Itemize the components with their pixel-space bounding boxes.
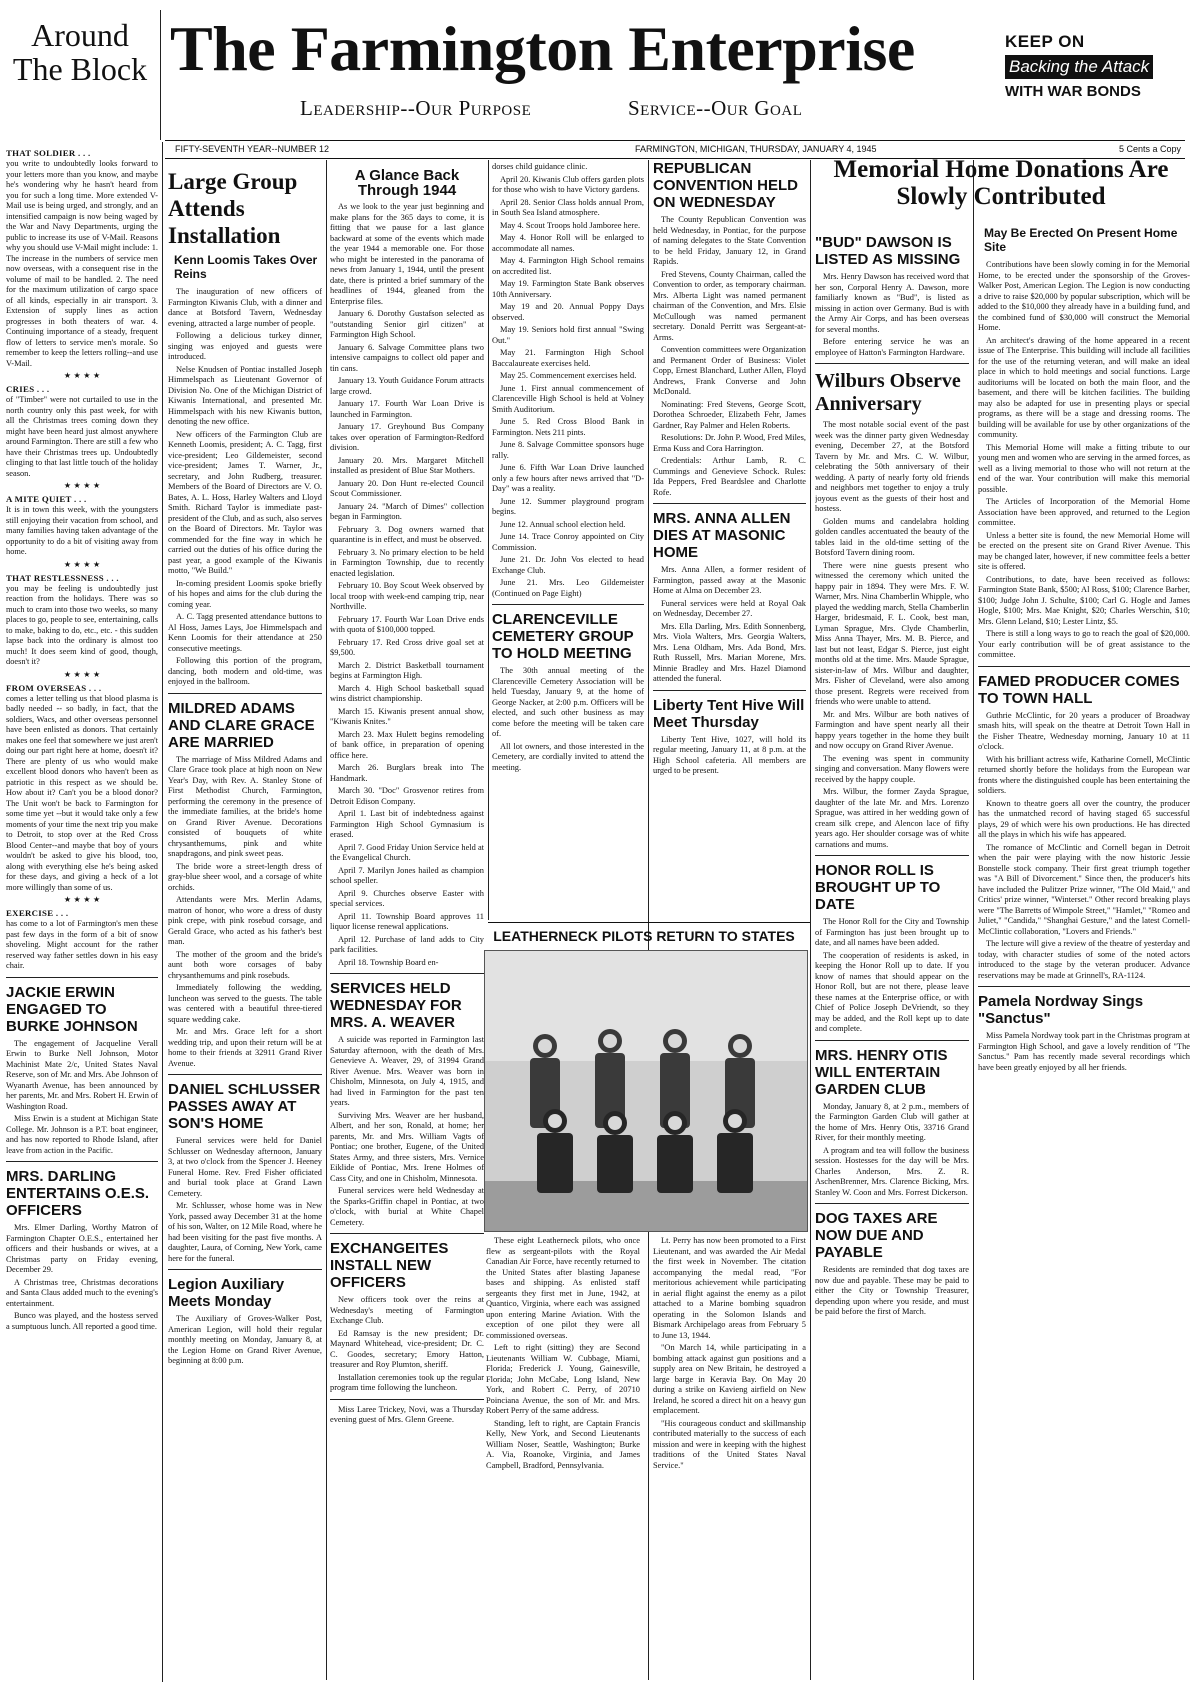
around-the-block-title (6, 18, 154, 86)
pilots-photo (484, 950, 808, 1232)
section-rule (330, 973, 484, 974)
timeline-item: February 3. No primary election to be held in Farmington Township, due to recently enacted legislation. (330, 547, 484, 578)
timeline-item: January 6. Salvage Committee plans two intensive campaigns to collect old paper and tin cans. (330, 342, 484, 373)
timeline-item: February 17. Fourth War Loan Drive ends with quota of $100,000 topped. (330, 614, 484, 634)
headline-mildred-adams: MILDRED ADAMS AND CLARE GRACE ARE MARRIED (168, 699, 315, 751)
column-6 (815, 228, 969, 1682)
around-word: Around (31, 17, 129, 53)
timeline-item: January 20. Don Hunt re-elected Council Scout Commissioner. (330, 478, 484, 498)
timeline-item: May 19. Seniors hold first annual "Swing Out." (492, 325, 644, 345)
headline-republican: REPUBLICAN CONVENTION HELD ON WEDNESDAY (653, 160, 799, 211)
article-text: Ed Ramsay is the new president; Dr. Maynard Whitehead, vice-president; Dr. C. C. Goodes, secretary; Emory Hatton, treasurer and Roy Plumton, sheriff. (330, 1328, 484, 1369)
article-text: Credentials: Arthur Lamb, R. C. Cummings and Genevieve Schock. Rules: Ida Peppers, Fred Beardslee and Charlotte Rofe. (653, 456, 806, 497)
article-text: This Memorial Home will make a fitting tribute to our young men and women who are serving in the armed forces, as well as a living memorial to those who will not return at the end of the war. Your contribution will make this memorial possible. (978, 442, 1190, 494)
block-word: The Block (12, 51, 148, 87)
timeline-item: March 26. Burglars break into The Handmark. (330, 763, 484, 783)
masthead-divider (160, 10, 161, 140)
article-text: The Articles of Incorporation of the Memorial Home Association have been approved, and returned to the Legion committee. (978, 497, 1190, 527)
section-rule (653, 690, 806, 691)
article-text: The evening was spent in community singing and conversation. Many flowers were received by the happy couple. (815, 753, 969, 784)
section-rule (6, 977, 158, 978)
timeline-item: June 5. Red Cross Blood Bank in Farmington. Nets 211 pints. (492, 417, 644, 437)
timeline-item: May 4. Honor Roll will be enlarged to accommodate all names. (492, 233, 644, 253)
timeline-item: June 21. Mrs. Leo Gildemeister (Continued on Page Eight) (492, 578, 644, 598)
timeline-item: June 21. Dr. John Vos elected to head Exchange Club. (492, 555, 644, 575)
item-text: of "Timber" were not curtailed to use in the north country only this past week, for with all the Christmas trees coming down they might have been heard just almost anywhere around Farmington. There are still a few who have their Christmas trees up. Undoubtedly clinging to that last little touch of the holiday season. (6, 395, 158, 478)
article-text: Liberty Tent Hive, 1027, will hold its regular meeting, January 11, at 8 p.m. at the High School cafeteria. All members are urged to be present. (653, 734, 806, 775)
issue-date: FARMINGTON, MICHIGAN, THURSDAY, JANUARY 4, 1945 (635, 144, 877, 154)
article-text: The most notable social event of the past week was the dinner party given Wednesday evening, December 27, at the Botsford Tavern by Mr. and Mrs. C. W. Wilbur, celebrating the 50th anniversary of their wedding. A party of nearly forty old friends and neighbors met together to enjoy a truly joyous event as the guests of their host and hostess. (815, 420, 969, 513)
column-5 (653, 160, 806, 922)
timeline-item: April 7. Marilyn Jones hailed as champion school speller. (330, 865, 484, 885)
article-text: The Honor Roll for the City and Township of Farmington has just been brought up to date, and all names have been added. (815, 917, 969, 947)
issue-number: FIFTY-SEVENTH YEAR--NUMBER 12 (175, 144, 330, 154)
timeline-item: April 18. Township Board en- (338, 957, 439, 967)
headline-glance-back: A Glance Back Through 1944 (354, 167, 460, 199)
article-text: Nominating: Fred Stevens, George Scott, Dorothea Schroeder, Elizabeth Fehr, James Gardner, Ray Palmer and Helen Roberts. (653, 399, 806, 430)
timeline-item: May 19 and 20. Annual Poppy Days observed. (492, 302, 644, 322)
article-text: The cooperation of residents is asked, in keeping the Honor Roll up to date. If you know of names that should appear on the Honor Roll, but are not there, please leave these names at the Enterprise office, or with Chief of Police Joseph DeVriendt, so they may be added, and the Roll kept up to date and complete. (815, 950, 969, 1033)
article-text: The 30th annual meeting of the Clarenceville Cemetery Association will be held Tuesday, January 9, at the home of George Nacker, at 2:00 p.m. Officers will be elected, and such other business as may come before the meeting will be taken care of. (492, 666, 644, 738)
article-text: Mr. and Mrs. Wilbur are both natives of Farmington and have spent nearly all their happy years together in the home they built and now occupy on Grand River Avenue. (815, 709, 969, 750)
column-2 (168, 162, 322, 1682)
article-text: Unless a better site is found, the new Memorial Home will be erected on the present site on Grand River Avenue. This may be changed later, however, if new committee feels a better site is offered. (978, 530, 1190, 571)
headline-wilburs: Wilburs Observe Anniversary (815, 370, 961, 415)
item-heading: THAT SOLDIER . . . (6, 148, 91, 158)
caption-text: "On March 14, while participating in a bombing attack against gun positions and a supply area on New Britain, he destroyed a large barge in Keravia Bay. On May 20 during a strike on Kavieng airfield on New Ireland, he scored a direct hit on a heavy gun emplacement. (653, 1343, 806, 1415)
article-text: The Auxiliary of Groves-Walker Post, American Legion, will hold their regular monthly meeting on Monday, January 8, at the Legion Home on Grand River Avenue, beginning at 8:00 p.m. (168, 1314, 322, 1365)
article-text: The County Republican Convention was held Wednesday, in Pontiac, for the purpose of naming delegates to the State Convention to be held Friday, January 12, in Grand Rapids. (653, 215, 806, 266)
column-rule (810, 160, 811, 1680)
article-text: Following this portion of the program, dancing, both modern and old-time, was enjoyed in the ballroom. (168, 656, 322, 686)
timeline-item: March 30. "Doc" Grosvenor retires from Detroit Edison Company. (330, 786, 484, 806)
timeline-item: March 2. District Basketball tournament begins at Farmington High. (330, 660, 484, 680)
section-rule (815, 1203, 969, 1204)
newspaper-title: The Farmington Enterprise (170, 13, 915, 84)
timeline-item: June 6. Fifth War Loan Drive launched only a few hours after news arrived that "D-Day" was a reality. (492, 463, 644, 493)
pilots-photo-illustration (485, 951, 807, 1231)
timeline-item: March 23. Max Hulett begins remodeling of bank office, in preparation of opening office here. (330, 729, 484, 760)
article-text: The bride wore a street-length dress of gray-blue sheer wool, and a corsage of white orchids. (168, 861, 322, 892)
article-text: Mrs. Anna Allen, a former resident of Farmington, passed away at the Masonic Home at Alma on December 23. (653, 565, 806, 595)
article-text: A. C. Tagg presented attendance buttons to Al Hoss, James Lays, Joe Himmelspach and Kenn Loomis for their attendance at 250 consecutive meetings. (168, 612, 322, 653)
photo-caption-left (486, 1236, 640, 1682)
item-text: you may be feeling is undoubtedly just reaction from the holidays. There was so much to cram into those two weeks, so many places to go, people to see, entertaining, calls to make, baking to do, etc., etc. - this sudden lapse back into the ordinary is almost too much! It does seem kind of good, though, doesn't it? (6, 583, 158, 666)
item-heading: FROM OVERSEAS . . . (6, 682, 102, 693)
article-text: Golden mums and candelabra holding golden candles accentuated the beauty of the tables laid in the old-time setting of the Botsford Tavern dining room. (815, 516, 969, 557)
column-rule (488, 160, 489, 920)
headline-bud-dawson: "BUD" DAWSON IS LISTED AS MISSING (815, 234, 961, 268)
photo-headline: LEATHERNECK PILOTS RETURN TO STATES (493, 928, 795, 944)
section-rule (815, 855, 969, 856)
article-text: Funeral services were held at Royal Oak on Wednesday, December 27. (653, 598, 806, 618)
item-text: It is in town this week, with the youngsters still enjoying their vacation from school, and many families having taken advantage of the opportunity to do a bit of visiting away from home. (6, 505, 158, 556)
separator-stars: ★ ★ ★ ★ (63, 481, 101, 490)
motto-left: Leadership--Our Purpose (300, 96, 532, 120)
headline-exchangeites: EXCHANGEITES INSTALL NEW OFFICERS (330, 1240, 449, 1291)
headline-anna-allen: MRS. ANNA ALLEN DIES AT MASONIC HOME (653, 510, 791, 561)
article-text: The marriage of Miss Mildred Adams and Clare Grace took place at high noon on New Year's Day, with Rev. A. Stanley Stone of First Methodist Church, Farmington, performing the ceremony in the presence of the immediate families, at the bride's home on Grand River Avenue. Decorations consisted of bouquets of white chrysanthemums, pink and white snapdragons, and pink sweet peas. (168, 754, 322, 858)
item-heading: A MITE QUIET . . . (6, 494, 87, 504)
timeline-item: February 10. Boy Scout Week observed by local troop with week-end camping trip, near Northville. (330, 581, 484, 611)
headline-mrs-darling: MRS. DARLING ENTERTAINS O.E.S. OFFICERS (6, 1168, 150, 1219)
section-rule (168, 1074, 322, 1075)
headline-jackie-erwin: JACKIE ERWIN ENGAGED TO BURKE JOHNSON (6, 983, 138, 1035)
timeline-item: March 15. Kiwanis present annual show, "Kiwanis Knites." (330, 706, 484, 726)
article-text: Monday, January 8, at 2 p.m., members of the Farmington Garden Club will gather at the home of Mrs. Henry Otis, 33716 Grand River, for their monthly meeting. (815, 1101, 969, 1142)
article-text: Mrs. Elmer Darling, Worthy Matron of Farmington Chapter O.E.S., entertained her officers and their husbands or wives, at a Christmas party on Friday evening, December 29. (6, 1223, 158, 1274)
section-rule (330, 1399, 484, 1400)
timeline-item: April 11. Township Board approves 11 liquor license renewal applications. (330, 911, 484, 931)
caption-text: Standing, left to right, are Captain Francis Kelly, New York, and Second Lieutenants William Noser, Seattle, Washington; Burke A. Via, Roanoke, Virginia, and James Campbell, Bradford, Pennsylvania. (486, 1418, 640, 1470)
article-text: Mr. Schlusser, whose home was in New York, passed away December 31 at the home of his son, Walter, on 12 Mile Road, where he had been visiting for the past five months. A daughter, Laura, of Corning, New York, came here for the funeral. (168, 1201, 322, 1263)
section-rule (168, 693, 322, 694)
timeline-item: May 4. Scout Troops hold Jamboree here. (500, 220, 641, 230)
item-heading: THAT RESTLESSNESS . . . (6, 572, 119, 583)
timeline-item: May 4. Farmington High School remains on accredited list. (492, 256, 644, 276)
article-text: Mrs. Ella Darling, Mrs. Edith Sonnenberg, Mrs. Viola Walters, Mrs. Georgia Walters, Mrs. Lena Oldham, Mrs. Ada Bond, Mrs. Ruth Russell, Mrs. Marian Morene, Mrs. Minnie Bradley and Mrs. Hazel Diamond attended the funeral. (653, 621, 806, 683)
column-4 (492, 162, 644, 922)
article-text: Nelse Knudsen of Pontiac installed Joseph Himmelspach as Lieutenant Governor of Division No. One of the Michigan District of Kiwanis International, and presented Mr. Himmelspach with his new Kiwanis button, denoting the new office. (168, 364, 322, 426)
timeline-item: March 4. High School basketball squad wins district championship. (330, 683, 484, 703)
article-text: Mrs. Wilbur, the former Zayda Sprague, daughter of the late Mr. and Mrs. Lorenzo Sprague, was attired in her wedding gown of cream silk crepe, and Alencon lace of fifty years ago. Her shoulder corsage was of white carnations and mums. (815, 787, 969, 849)
timeline-item: January 24. "March of Dimes" collection began in Farmington. (330, 501, 484, 521)
item-text: you write to undoubtedly looks forward to your letters more than you know, and maybe he's wondering why he hasn't heard from you for such a long time. More extended V-Mail use is being urged, and strongly, and an intensified campaign is now being waged by the War and Navy Departments, urging the public to increase its use of V-Mail. Reasons why you should use V-Mail might include: 1. The increase in the numbers of service men now overseas, with a consequent rise in the volume of mail to be handled. 2. The need for the maximum utilization of cargo space of all kinds, especially in air transport. 3. Extension of supply lines as action progresses in both theaters of war. 4. Continuing importance of a steady, frequent flow of letters to service men's morale. So remember to keep the letters rolling--and use V-Mail. (6, 159, 158, 368)
column-rule (973, 160, 974, 1680)
article-text: Contributions, to date, have been received as follows: Farmington State Bank, $500; Al Ross, $100; Clarence Barber, $100; Judge John J. Schulte, $100; Carl G. Hogle and James Hogle, $100; Mrs. Mae Knight, $20; Charles Werschin, $10; Mrs. Glenn Leland, $10; Lester Lintz, $5. (978, 574, 1190, 626)
caption-text: These eight Leatherneck pilots, who once flew as sergeant-pilots with the Royal Canadian Air Force, have recently returned to the United States after blasting Japanese bases and shipping. As enlisted staff sergeants they first met in June, 1942, at Quantico, Virginia, where each was assigned upon entering Marine Aviation. With the exception of one pilot they were all commissioned overseas. (486, 1236, 640, 1340)
timeline-item: April 7. Good Friday Union Service held at the Evangelical Church. (330, 842, 484, 862)
caption-text: "His courageous conduct and skillmanship contributed materially to the success of each mission and were in keeping with the highest traditions of the United States Naval Service." (653, 1418, 806, 1470)
article-text: New officers of the Farmington Club are Kenneth Loomis, president; A. C. Tagg, first vice-president; Leo Gildemeister, second vice-president; James T. Warner, Jr., secretary, and John Rudberg, treasurer. Members of the Board of Directors are V. O. Bates, A. L. Hoss, Harley Walters and Lloyd Smith. Richard Taylor is immediate past-president of the Club, and as such, also serves on the Board of Directors. Mr. Taylor was commended for the fine way in which he carried out the duties of his office during the past year, a good example of the Kiwanis motto, "We Build." (168, 429, 322, 575)
section-rule (168, 1269, 322, 1270)
article-text: Mr. and Mrs. Grace left for a short wedding trip, and upon their return will be at home to their friends at 32911 Grand River Avenue. (168, 1027, 322, 1068)
article-text: A suicide was reported in Farmington last Saturday afternoon, with the death of Mrs. Genevieve A. Weaver, 29, of 31994 Grand River Avenue. Mrs. Weaver was born in Chisholm, Minnesota, on July 4, 1915, and had lived in Farmington for the past ten years. (330, 1035, 484, 1107)
section-rule (653, 503, 806, 504)
column-around-the-block (6, 144, 158, 1684)
item-heading: EXERCISE . . . (6, 908, 69, 918)
article-text: An architect's drawing of the home appeared in a recent issue of The Enterprise. This building will include all facilities for the use of the returning veteran, and will make an ideal place in which to hold meetings and social functions. Large auditoriums will be located on both the main floor, and the basement, and there will be kitchen facilities. The building may also be adapted for use in presenting plays or special programs, as there will be a stage and dressing rooms. The building will be available for use by other organizations of the community. (978, 335, 1190, 439)
issue-price: 5 Cents a Copy (1118, 144, 1181, 154)
headline-clarenceville: CLARENCEVILLE CEMETERY GROUP TO HOLD MEETING (492, 611, 634, 662)
article-text: Before entering service he was an employee of Hatton's Farmington Hardware. (815, 337, 969, 357)
caption-text: Lt. Perry has now been promoted to a First Lieutenant, and was awarded the Air Medal the first week in November. The citation accompanying the medal read, "For meritorious achievement while participating in aerial flight against the enemy as a pilot attached to a Marine bombing squadron operating in the Solomon Islands and Bismark Archipelago areas from February 5 to June 13, 1944. (653, 1236, 806, 1340)
column-rule (162, 142, 163, 1682)
deck-kenn-loomis: Kenn Loomis Takes Over Reins (174, 253, 318, 281)
separator-stars: ★ ★ ★ ★ (63, 371, 101, 380)
timeline-item: June 12. Summer playground program begins. (492, 496, 644, 516)
headline-pamela-nordway: Pamela Nordway Sings "Sanctus" (978, 993, 1144, 1027)
item-heading: CRIES . . . (6, 384, 50, 394)
war-bonds-box (1005, 32, 1185, 100)
article-text: The lecture will give a review of the theatre of yesterday and today, with character studies of some of the noted actors introduced to the stage by the veteran producer. Advance reservations may be made at Grinnell's, RA-1124. (978, 939, 1190, 980)
war-bonds-text: WITH WAR BONDS (1005, 83, 1141, 100)
article-text: The engagement of Jacqueline Verall Erwin to Burke Nell Johnson, Motor Machinist Mate 2/c, United States Naval Reserve, son of Mr. and Mrs. Abe Johnson of Wyanarth Avenue, has been announced by her parents, Mr. and Mrs. Robert H. Erwin of Washington Road. (6, 1038, 158, 1111)
backing-attack-text: Backing the Attack (1005, 55, 1153, 79)
timeline-item: June 1. First annual commencement of Clarenceville High School is held at Volney Smith Auditorium. (492, 383, 644, 414)
headline-honor-roll: HONOR ROLL IS BROUGHT UP TO DATE (815, 862, 941, 913)
separator-stars: ★ ★ ★ ★ (63, 559, 101, 569)
timeline-item: May 25. Commencement exercises held. (500, 371, 637, 380)
article-text: All lot owners, and those interested in the Cemetery, are cordially invited to attend the meeting. (492, 741, 644, 772)
article-text: There is still a long ways to go to reach the goal of $20,000. Your early contribution will be of great assistance to the committee. (978, 629, 1190, 659)
timeline-item: May 21. Farmington High School Baccalaureate exercises held. (492, 348, 644, 368)
article-text: Following a delicious turkey dinner, singing was enjoyed and guests were introduced. (168, 331, 322, 361)
article-text: Surviving Mrs. Weaver are her husband, Albert, and her son, Ronald, at home; her parents, Mr. and Mrs. William Vagts of Pontiac; one brother, Eugene, of the United States Army, and three sisters, Mrs. Vernice Eiklide of Pontiac, Mrs. Irene Holmes of Cass City, and one in Chisholm, Minnesota. (330, 1110, 484, 1183)
timeline-item: April 9. Churches observe Easter with special services. (330, 888, 484, 908)
section-rule (978, 666, 1190, 667)
separator-stars: ★ ★ ★ ★ (63, 669, 101, 679)
headline-daniel-schlusser: DANIEL SCHLUSSER PASSES AWAY AT SON'S HOME (168, 1081, 321, 1132)
item-text: has come to a lot of Farmington's men these past few days in the form of a bit of snow shoveling. Might account for the rather reserved way father settles down in his easy chair. (6, 919, 158, 970)
photo-top-rule (488, 922, 810, 923)
article-text: As we look to the year just beginning and make plans for the 365 days to come, it is fitting that we pause for a last glance backward at some of the events which made the year 1944 a memorable one. For those who might be interested in the panorama of news from January 1, 1944, until the present date, there is printed a brief summary of the headlines of 1944, gleaned from the Enterprise files. (330, 202, 484, 306)
timeline-item: April 20. Kiwanis Club offers garden plots for those who wish to have Victory gardens. (492, 174, 644, 194)
article-text: Guthrie McClintic, for 20 years a producer of Broadway smash hits, will speak on the theatre at Detroit Town Hall in the Fisher Theatre, Wednesday morning, January 10 at 11 o'clock. (978, 710, 1190, 751)
timeline-item: April 1. Last bit of indebtedness against Farmington High School Gymnasium is erased. (330, 809, 484, 839)
timeline-item: February 3. Dog owners warned that quarantine is in effect, and must be observed. (330, 524, 484, 544)
article-text: Known to theatre goers all over the country, the producer has the unmatched record of having staged 65 successful plays, 29 of which were his own productions. He has directed all the plays in which his wife has appeared. (978, 798, 1190, 839)
article-text: The romance of McClintic and Cornell began in Detroit when the pair were playing with the now historic Jessie Bonstelle stock company. Their first great triumph together was "A Bill of Divorcement." Since then, the producer's hits have included the Pulitzer Prize winner, "The Old Maid," and Critics' prize winner, "Winterset." Other record breaking plays were "The Barretts of Wimpole Street," "Hamlet," "Romeo and Juliet," "Candida," "Shanghai Gesture," and the latest Cornell-McClintic collaboration, "Lovers and Friends." (978, 842, 1190, 936)
article-text: New officers took over the reins at Wednesday's meeting of Farmington Exchange Club. (330, 1295, 484, 1325)
article-text: Residents are reminded that dog taxes are now due and payable. These may be paid to either the City or Township Treasurer, depending upon where you reside, and must be paid before the first of March. (815, 1265, 969, 1316)
section-rule (815, 1040, 969, 1041)
column-3 (330, 162, 484, 1682)
article-text: Funeral services were held for Daniel Schlusser on Wednesday afternoon, January 3, at two o'clock from the Spencer J. Heeney Funeral Home. Rev. Fred Fisher officiated and burial took place at Grand Lawn Cemetery. (168, 1136, 322, 1198)
item-text: comes a letter telling us that blood plasma is badly needed -- so badly, in fact, that the soldiers, Wacs, and other overseas personnel have been enlisted as donors. That certainly makes one feel that somewhere we just aren't doing our part right here at home, doesn't it? There are plenty of us who would make excellent blood donors who haven't been as patriotic in this respect as we should be. How about it? Can't you be a blood donor? The Unit won't be back to Farmington for some time yet --but it would take only a few moments of your time the next trip you make to Detroit, to stop over at the Red Cross Blood Center--and maybe that boy of yours wouldn't be asked to give his blood, too, along with everything else he's being asked for these days, and giving a heck of a lot more willingly than some of us. (6, 693, 158, 892)
headline-legion-auxiliary: Legion Auxiliary Meets Monday (168, 1276, 285, 1310)
headline-liberty-tent: Liberty Tent Hive Will Meet Thursday (653, 696, 805, 731)
headline-dog-taxes: DOG TAXES ARE NOW DUE AND PAYABLE (815, 1210, 938, 1261)
column-rule (326, 160, 327, 1680)
article-text: A program and tea will follow the business session. Hostesses for the day will be Mrs. Charles Anderson, Mrs. Z. R. AschenBrenner, Mrs. Clarence Bicking, Mrs. Stanley W. Coon and Mrs. Forrest Dickerson. (815, 1145, 969, 1197)
deck-memorial: May Be Erected On Present Home Site (984, 226, 1178, 254)
timeline-item: January 17. Fourth War Loan Drive is launched in Farmington. (330, 399, 484, 419)
headline-henry-otis: MRS. HENRY OTIS WILL ENTERTAIN GARDEN CLUB (815, 1046, 948, 1098)
photo-caption-right (653, 1236, 806, 1682)
article-text: Miss Erwin is a student at Michigan State College. Mr. Johnson is a P.T. boat engineer, and has now reported to Rhode Island, after leave from action in the Pacific. (6, 1114, 158, 1155)
keep-on-text: KEEP ON (1005, 32, 1085, 51)
timeline-item: June 12. Annual school election held. (500, 519, 626, 529)
article-text: Funeral services were held Wednesday at the Sparks-Griffin chapel in Pontiac, at two o'clock, with burial at White Chapel Cemetery. (330, 1186, 484, 1227)
article-text: In-coming president Loomis spoke briefly of his hopes and aims for the club during the coming year. (168, 578, 322, 609)
timeline-item: January 20. Mrs. Margaret Mitchell installed as president of Blue Star Mothers. (330, 455, 484, 475)
headline-weaver: SERVICES HELD WEDNESDAY FOR MRS. A. WEAVER (330, 980, 462, 1031)
section-rule (6, 1161, 158, 1162)
timeline-item: January 17. Greyhound Bus Company takes over operation of Farmington-Redford division. (330, 422, 484, 452)
column-rule (648, 160, 649, 1680)
article-text: Installation ceremonies took up the regular program time following the luncheon. (330, 1372, 484, 1392)
headline-memorial-home: Memorial Home Donations Are Slowly Contributed (833, 156, 1169, 210)
article-text: Mrs. Henry Dawson has received word that her son, Corporal Henry A. Dawson, more familiarly known as "Bud", is listed as missing in action over Germany. Bud is with the Army Air Corps, and has been overseas for several months. (815, 272, 969, 334)
article-text: Contributions have been slowly coming in for the Memorial Home, to be erected under the sponsorship of the Groves-Walker Post, American Legion. The Legion is now conducting a drive to raise $20,000 by popular subscription, which will be added to the $10,000 they already have in a building fund, and the combined fund of $30,000 will construct the Memorial Home. (978, 260, 1190, 332)
section-rule (815, 363, 969, 364)
timeline-item: June 14. Trace Conroy appointed on City Commission. (492, 532, 644, 552)
headline-famed-producer: FAMED PRODUCER COMES TO TOWN HALL (978, 672, 1180, 707)
article-text: There were nine guests present who witnessed the ceremony which united the happy pair in 1894. They were Mrs. F. W. Warner, Mrs. Nina Chamberlin Whipple, who played the wedding march, Stella Chamberlin Harger, bridesmaid, F. L. Cook, best man, Lyman Sprague, Mrs. Clyde Chamberlin, Miss Anna Thayer, Mrs. M. B. Pierce, and last but not least, Edgar S. Pierce, just eight months old at the time. Mrs. Maude Sprague, sister-in-law of Mrs. Wilbur and daughter, Mrs. Fisher of Cleveland, were also among those present. Regrets were received from friends who were unable to attend. (815, 560, 969, 706)
article-text: Convention committees were Organization and Permanent Order of Business: Violet Copp, Ernest Blanchard, Luther Allen, Floyd Andrews, Frank Converse and John McDonald. (653, 345, 806, 396)
timeline-item: January 6. Dorothy Gustafson selected as "outstanding Senior girl citizen" at Farmington High School. (330, 309, 484, 339)
article-text: Attendants were Mrs. Merlin Adams, matron of honor, who wore a dress of dusty pink crepe, with pink rosebud corsage, and Gerald Grace, who acted as his father's best man. (168, 895, 322, 946)
section-rule (492, 604, 644, 605)
article-text: Immediately following the wedding, luncheon was served to the guests. The table was centered with a beautiful three-tiered square wedding cake. (168, 983, 322, 1024)
article-text: Fred Stevens, County Chairman, called the Convention to order, as temporary chairman. Mrs. Alberta Light was named permanent chairman of the Convention, and Mrs. Elsie McCullough was named permanent secretary. Donald Perritt was Sergeant-at-Arms. (653, 269, 806, 342)
headline-large-group: Large Group Attends Installation (168, 169, 298, 248)
article-text: A Christmas tree, Christmas decorations and Santa Claus added much to the evening's entertainment. (6, 1277, 158, 1308)
article-text: With his brilliant actress wife, Katharine Cornell, McClintic returned shortly before the holidays from the European war fronts where the distinguished couple has been entertaining the soldiers. (978, 754, 1190, 795)
article-text: Miss Pamela Nordway took part in the Christmas program at Farmington High School, and gave a lovely rendition of "The Sanctus." Pam has recently made several recordings which have been greatly enjoyed by all her friends. (978, 1031, 1190, 1072)
timeline-item: February 17. Red Cross drive goal set at $9,500. (330, 637, 484, 657)
timeline-item: June 8. Salvage Committee sponsors huge rally. (492, 440, 644, 460)
section-rule (330, 1233, 484, 1234)
article-text: Miss Laree Trickey, Novi, was a Thursday evening guest of Mrs. Glenn Greene. (330, 1404, 484, 1424)
timeline-item: April 12. Purchase of land adds to City park facilities. (330, 934, 484, 954)
motto-right: Service--Our Goal (628, 96, 803, 120)
timeline-item: April 28. Senior Class holds annual Prom, in South Sea Island atmosphere. (492, 197, 644, 217)
article-text: The inauguration of new officers of Farmington Kiwanis Club, with a dinner and dance at Botsford Tavern, Wednesday evening, attracted a large number of people. (168, 287, 322, 328)
article-text: Resolutions: Dr. John P. Wood, Fred Miles, Erma Kuss and Cora Harrington. (653, 433, 806, 453)
article-text: The mother of the groom and the bride's aunt both wore corsages of baby chrysanthemums and pink rosebuds. (168, 949, 322, 980)
separator-stars: ★ ★ ★ ★ (63, 895, 101, 904)
column-7 (978, 222, 1190, 1682)
timeline-continued: dorses child guidance clinic. (492, 162, 588, 171)
section-rule (978, 986, 1190, 987)
timeline-item: January 13. Youth Guidance Forum attracts large crowd. (330, 376, 484, 396)
timeline-item: May 19. Farmington State Bank observes 10th Anniversary. (492, 279, 644, 299)
caption-text: Left to right (sitting) they are Second Lieutenants William W. Cubbage, Miami, Florida; Frederick J. Young, Gainesville, Florida; John McCabe, Long Island, New York, and Robert C. Perry, of 20710 Poinciana Avenue, the son of Mr. and Mrs. Robert Perry of the same address. (486, 1343, 640, 1415)
article-text: Bunco was played, and the hostess served a sumptuous lunch. All reported a good time. (6, 1311, 158, 1331)
